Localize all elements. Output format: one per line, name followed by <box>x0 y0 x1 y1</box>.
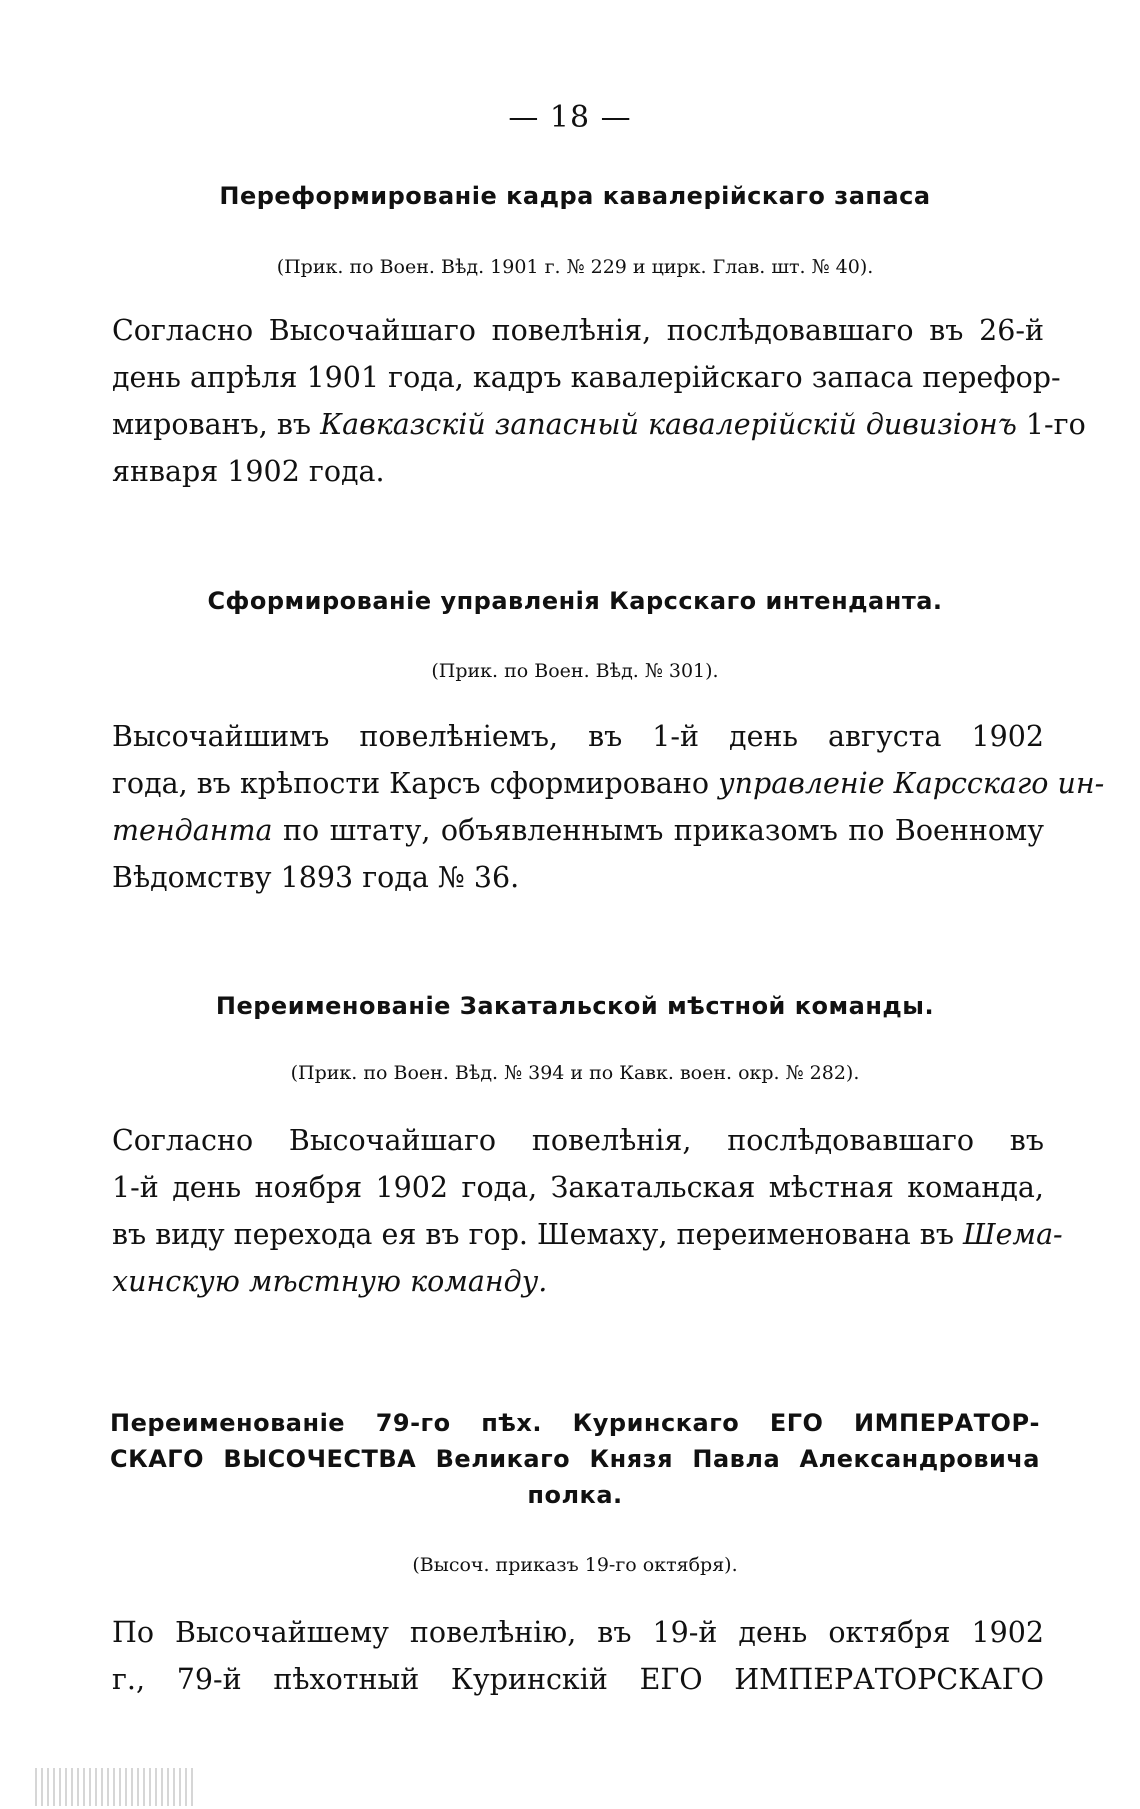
section-heading: Сформированіе управленія Карсскаго интенданта. <box>207 587 943 615</box>
section-paragraph <box>112 1609 1044 1703</box>
text-line: Вѣдомству 1893 года № 36. <box>112 861 520 894</box>
text-line: г., 79-й пѣхотный Куринскій ЕГО ИМПЕРАТОРСКАГО <box>112 1663 1044 1696</box>
text-line: Согласно Высочайшаго повелѣнія, послѣдовавшаго въ <box>112 1124 1044 1157</box>
text-line <box>112 1258 1044 1305</box>
section-paragraph <box>112 1117 1063 1305</box>
text-line: въ виду перехода ея въ гор. Шемаху, переименована въ Шема- <box>112 1218 1063 1251</box>
text-line: день апрѣля 1901 года, кадръ кавалерійскаго запаса перефор- <box>112 361 1061 394</box>
section-reference: (Прик. по Воен. Вѣд. № 394 и по Кавк. воен. окр. № 282). <box>290 1062 860 1084</box>
page-number: — 18 — <box>508 100 632 135</box>
text-line: тенданта по штату, объявленнымъ приказомъ по Военному <box>112 814 1044 847</box>
text-line: По Высочайшему повелѣнію, въ 19-й день октября 1902 <box>112 1616 1044 1649</box>
section-reference: (Прик. по Воен. Вѣд. 1901 г. № 229 и цирк. Глав. шт. № 40). <box>276 256 874 278</box>
scan-artifact <box>35 1768 195 1806</box>
text-line: мированъ, въ Кавказскій запасный кавалерійскій дивизіонъ 1-го <box>112 408 1086 441</box>
italic-text: тенданта <box>112 814 273 847</box>
text-line: года, въ крѣпости Карсъ сформировано управленіе Карсскаго ин- <box>112 767 1105 800</box>
italic-text: Шема- <box>963 1218 1063 1251</box>
text-line: Согласно Высочайшаго повелѣнія, послѣдовавшаго въ 26-й <box>112 314 1044 347</box>
text-line: Высочайшимъ повелѣніемъ, въ 1-й день августа 1902 <box>112 720 1044 753</box>
italic-text: управленіе Карсскаго ин- <box>718 767 1105 800</box>
heading-line: Переименованіе 79-го пѣх. Куринскаго ЕГО ИМПЕРАТОР- <box>110 1409 1040 1437</box>
section-heading: Переформированіе кадра кавалерійскаго запаса <box>219 182 931 210</box>
heading-line: СКАГО ВЫСОЧЕСТВА Великаго Князя Павла Александровича <box>110 1445 1040 1473</box>
section-reference: (Прик. по Воен. Вѣд. № 301). <box>431 660 719 682</box>
section-heading <box>110 1405 1040 1513</box>
section-reference: (Высоч. приказъ 19-го октября). <box>412 1554 738 1576</box>
text-line: января 1902 года. <box>112 455 385 488</box>
section-heading: Переименованіе Закатальской мѣстной команды. <box>215 992 935 1020</box>
section-paragraph <box>112 307 1086 495</box>
text-line: 1-й день ноября 1902 года, Закатальская мѣстная команда, <box>112 1171 1044 1204</box>
italic-text: хинскую мѣстную команду. <box>112 1265 548 1298</box>
heading-line: полка. <box>527 1481 623 1509</box>
section-paragraph <box>112 713 1105 901</box>
italic-text: Кавказскій запасный кавалерійскій дивизіонъ <box>320 408 1017 441</box>
